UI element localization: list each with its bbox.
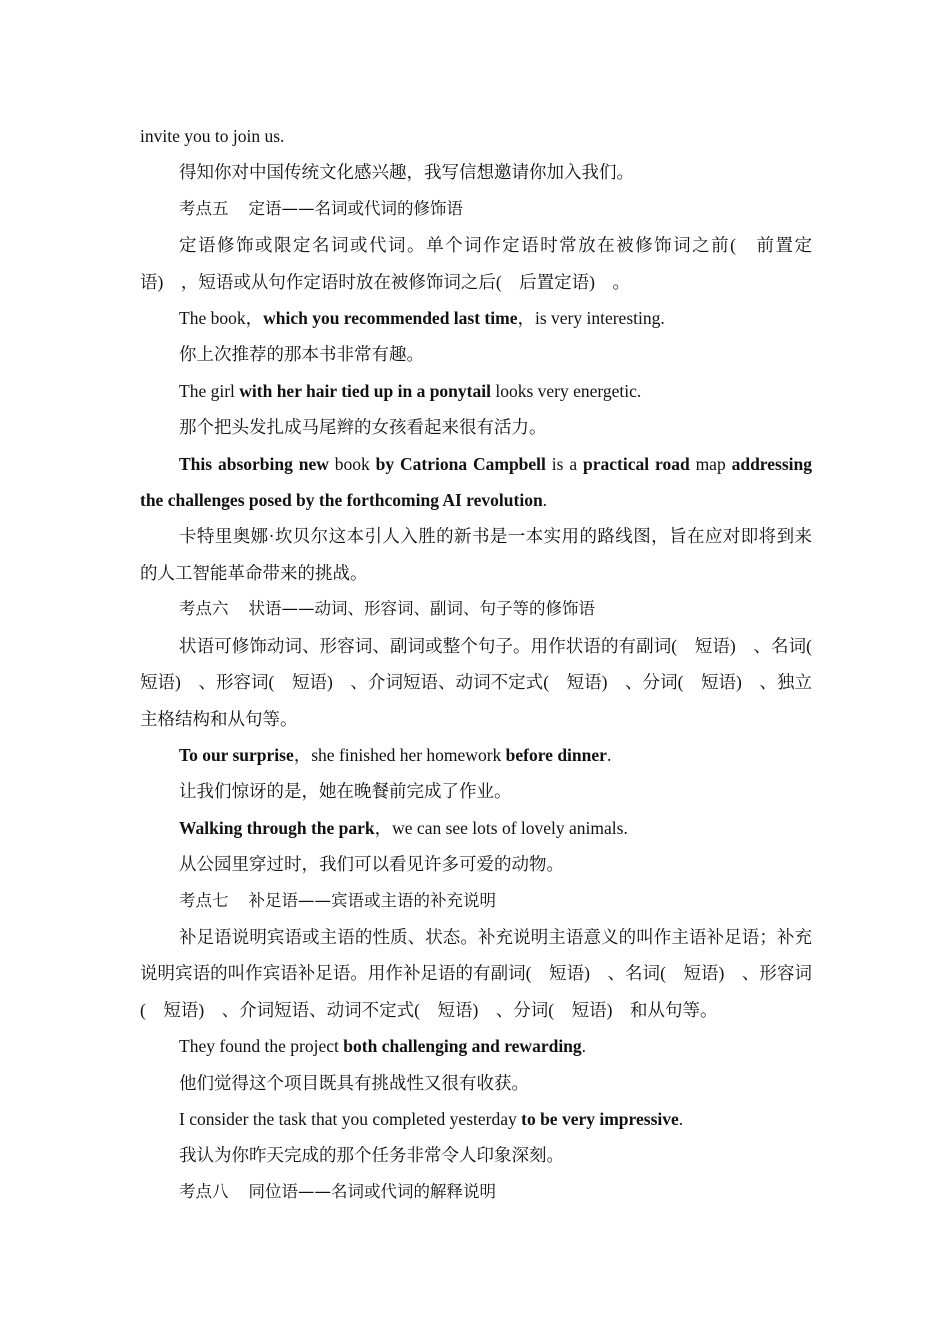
section5-example3 <box>140 446 812 519</box>
section6-example2-translation: 从公园里穿过时，我们可以看见许多可爱的动物。 <box>179 854 564 875</box>
example-text: The book， <box>179 308 264 329</box>
section8-title: 同位语——名词或代词的解释说明 <box>248 1181 496 1201</box>
example-bold: both challenging and rewarding <box>343 1036 582 1057</box>
section7-number: 考点七 <box>179 890 229 910</box>
section6-title: 状语——动词、形容词、副词、句子等的修饰语 <box>248 599 595 619</box>
section6-example2 <box>140 810 812 846</box>
section5-number: 考点五 <box>179 198 229 218</box>
example-bold: before dinner <box>505 744 607 765</box>
section6-description: 状语可修饰动词、形容词、副词或整个句子。用作状语的有副词( 短语) 、名词( 短语) 、形容词( 短语) 、介词短语、动词不定式( 短语) 、分词( 短语) 、独立主格结构和从句等。 <box>140 635 830 729</box>
section7-example2-translation: 我认为你昨天完成的那个任务非常令人印象深刻。 <box>179 1145 564 1166</box>
section5-description: 定语修饰或限定名词或代词。单个词作定语时常放在被修饰词之前( 前置定语) ，短语或从句作定语时放在被修饰词之后( 后置定语) 。 <box>140 235 812 292</box>
example-text: . <box>581 1036 587 1057</box>
section7-example1-translation: 他们觉得这个项目既具有挑战性又很有收获。 <box>179 1072 529 1093</box>
example-text: ，is very interesting. <box>517 308 665 329</box>
section5-example1-translation: 你上次推荐的那本书非常有趣。 <box>179 344 424 365</box>
section7-heading <box>140 883 812 919</box>
example-text: They found the project <box>179 1036 344 1057</box>
section8-number: 考点八 <box>179 1181 229 1201</box>
section5-title: 定语——名词或代词的修饰语 <box>248 198 463 218</box>
section8-heading <box>140 1174 812 1210</box>
section6-number: 考点六 <box>179 599 229 619</box>
example-text: . <box>678 1108 684 1129</box>
example-text: . <box>606 744 612 765</box>
section5-example2-translation: 那个把头发扎成马尾辫的女孩看起来很有活力。 <box>179 417 547 438</box>
intro-cn-line: 得知你对中国传统文化感兴趣，我写信想邀请你加入我们。 <box>179 162 634 183</box>
example-bold: addressing the challenges posed by the forthcoming AI revolution <box>140 453 812 511</box>
example-text: ，we can see lots of lovely animals. <box>374 817 628 838</box>
example-bold: which you recommended last time <box>263 308 518 329</box>
section6-heading <box>140 591 812 627</box>
document-page <box>140 118 830 1210</box>
section6-example1 <box>140 737 812 773</box>
example-bold: To our surprise <box>179 744 294 765</box>
example-text: . <box>542 490 548 511</box>
section7-example1 <box>140 1028 812 1064</box>
example-bold: with her hair tied up in a ponytail <box>239 380 491 401</box>
section5-example2 <box>140 373 812 409</box>
section5-example3-translation: 卡特里奥娜·坎贝尔这本引人入胜的新书是一本实用的路线图，旨在应对即将到来的人工智能革命带来的挑战。 <box>140 526 812 583</box>
section7-title: 补足语——宾语或主语的补充说明 <box>248 890 496 910</box>
section7-example2 <box>140 1101 812 1137</box>
intro-en-line: invite you to join us. <box>140 126 285 146</box>
example-text: looks very energetic. <box>490 380 642 401</box>
example-bold: by Catriona Campbell <box>375 453 546 474</box>
section5-heading <box>140 191 812 227</box>
example-bold: practical road <box>583 453 690 474</box>
example-bold: to be very impressive <box>521 1108 679 1129</box>
example-text: is a <box>545 453 584 474</box>
example-text: map <box>689 453 732 474</box>
section7-description: 补足语说明宾语或主语的性质、状态。补充说明主语意义的叫作主语补足语；补充说明宾语的叫作宾语补足语。用作补足语的有副词( 短语) 、名词( 短语) 、形容词( 短语) 、介词短语、动词不定式( 短语) 、分词( 短语) 和从句等。 <box>140 926 812 1020</box>
example-text: The girl <box>179 380 240 401</box>
section5-example1 <box>140 300 812 336</box>
example-text: ，she finished her homework <box>293 744 506 765</box>
example-bold: Walking through the park <box>179 817 375 838</box>
example-bold: This absorbing new <box>179 453 329 474</box>
section6-example1-translation: 让我们惊讶的是，她在晚餐前完成了作业。 <box>179 781 512 802</box>
example-text: book <box>328 453 376 474</box>
example-text: I consider the task that you completed yesterday <box>179 1108 522 1129</box>
